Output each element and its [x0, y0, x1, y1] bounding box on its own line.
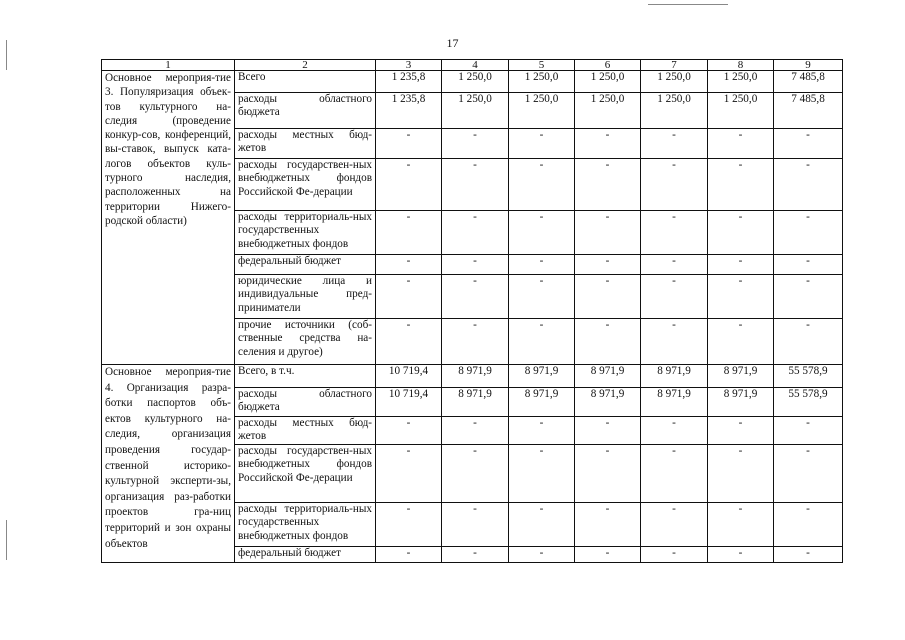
value-cell: 1 250,0: [509, 71, 575, 93]
value-cell: 55 578,9: [774, 388, 843, 417]
value-cell: -: [509, 255, 575, 275]
value-cell: 1 250,0: [708, 93, 774, 129]
value-cell: -: [442, 417, 509, 445]
funding-source: федеральный бюджет: [235, 255, 376, 275]
budget-table: [101, 59, 843, 563]
value-cell: -: [708, 502, 774, 546]
value-cell: -: [708, 319, 774, 365]
scan-mark-left-bottom: [6, 520, 7, 560]
funding-source: расходы государствен-ных внебюджетных фондов Российской Фе-дерации: [235, 159, 376, 211]
activity-description: Основное мероприя-тие 4. Организация разра-ботки паспортов объ-ектов культурного на-следия, организация проведения государ-ственной историко-культурной эксперти-зы, организация раз-работки проектов гра-ниц территорий и зон охраны объектов: [102, 365, 235, 563]
value-cell: -: [442, 255, 509, 275]
value-cell: -: [708, 255, 774, 275]
value-cell: -: [376, 417, 442, 445]
table-row: [102, 365, 843, 388]
value-cell: -: [575, 211, 641, 255]
value-cell: -: [774, 444, 843, 502]
value-cell: -: [708, 546, 774, 562]
value-cell: -: [509, 275, 575, 319]
header-cell: 9: [774, 60, 843, 71]
value-cell: -: [708, 129, 774, 159]
value-cell: -: [575, 275, 641, 319]
funding-source: федеральный бюджет: [235, 546, 376, 562]
value-cell: -: [774, 319, 843, 365]
value-cell: 8 971,9: [708, 388, 774, 417]
value-cell: 55 578,9: [774, 365, 843, 388]
funding-source: расходы местных бюд-жетов: [235, 129, 376, 159]
funding-source: расходы областного бюджета: [235, 93, 376, 129]
value-cell: 1 250,0: [442, 71, 509, 93]
value-cell: 8 971,9: [442, 365, 509, 388]
value-cell: 8 971,9: [442, 388, 509, 417]
value-cell: 1 250,0: [442, 93, 509, 129]
funding-source: Всего: [235, 71, 376, 93]
value-cell: -: [442, 502, 509, 546]
value-cell: -: [774, 211, 843, 255]
value-cell: -: [641, 211, 708, 255]
value-cell: -: [774, 502, 843, 546]
value-cell: 10 719,4: [376, 388, 442, 417]
header-cell: 8: [708, 60, 774, 71]
value-cell: -: [575, 502, 641, 546]
value-cell: -: [376, 129, 442, 159]
value-cell: -: [641, 129, 708, 159]
value-cell: -: [509, 546, 575, 562]
value-cell: -: [774, 255, 843, 275]
value-cell: -: [376, 275, 442, 319]
value-cell: -: [774, 546, 843, 562]
value-cell: -: [575, 255, 641, 275]
header-cell: 6: [575, 60, 641, 71]
value-cell: 8 971,9: [641, 388, 708, 417]
header-cell: 5: [509, 60, 575, 71]
value-cell: 8 971,9: [575, 388, 641, 417]
value-cell: -: [376, 546, 442, 562]
value-cell: -: [442, 444, 509, 502]
value-cell: 1 235,8: [376, 71, 442, 93]
value-cell: -: [575, 417, 641, 445]
value-cell: 8 971,9: [708, 365, 774, 388]
value-cell: -: [641, 319, 708, 365]
value-cell: 1 250,0: [708, 71, 774, 93]
funding-source: расходы областного бюджета: [235, 388, 376, 417]
value-cell: -: [774, 275, 843, 319]
value-cell: 8 971,9: [641, 365, 708, 388]
value-cell: 1 250,0: [509, 93, 575, 129]
value-cell: -: [708, 444, 774, 502]
value-cell: -: [442, 546, 509, 562]
value-cell: -: [509, 129, 575, 159]
value-cell: -: [442, 319, 509, 365]
value-cell: -: [376, 444, 442, 502]
header-cell: 2: [235, 60, 376, 71]
value-cell: -: [774, 417, 843, 445]
funding-source: расходы местных бюд-жетов: [235, 417, 376, 445]
value-cell: -: [442, 211, 509, 255]
value-cell: -: [442, 159, 509, 211]
value-cell: 1 250,0: [641, 71, 708, 93]
value-cell: 7 485,8: [774, 93, 843, 129]
value-cell: -: [708, 211, 774, 255]
value-cell: 7 485,8: [774, 71, 843, 93]
header-cell: 4: [442, 60, 509, 71]
value-cell: -: [509, 159, 575, 211]
value-cell: -: [774, 159, 843, 211]
value-cell: 1 250,0: [641, 93, 708, 129]
header-cell: 1: [102, 60, 235, 71]
table-body: [102, 60, 843, 563]
value-cell: -: [376, 319, 442, 365]
value-cell: 1 250,0: [575, 71, 641, 93]
header-row: [102, 60, 843, 71]
value-cell: -: [442, 129, 509, 159]
activity-description: Основное мероприя-тие 3. Популяризация объек-тов культурного на-следия (проведение конкур-сов, конференций, вы-ставок, выпуск ката-логов объектов куль-турного наследия, расположенных на территории Нижего-родской области): [102, 71, 235, 365]
value-cell: -: [641, 444, 708, 502]
value-cell: 1 235,8: [376, 93, 442, 129]
value-cell: -: [575, 319, 641, 365]
header-cell: 7: [641, 60, 708, 71]
funding-source: юридические лица и индивидуальные пред-приниматели: [235, 275, 376, 319]
value-cell: -: [708, 417, 774, 445]
value-cell: -: [641, 159, 708, 211]
value-cell: 8 971,9: [509, 388, 575, 417]
value-cell: 1 250,0: [575, 93, 641, 129]
value-cell: -: [376, 255, 442, 275]
value-cell: -: [641, 417, 708, 445]
value-cell: -: [641, 546, 708, 562]
value-cell: -: [575, 159, 641, 211]
funding-source: расходы территориаль-ных государственных внебюджетных фондов: [235, 502, 376, 546]
value-cell: 8 971,9: [575, 365, 641, 388]
value-cell: -: [641, 255, 708, 275]
value-cell: -: [575, 546, 641, 562]
value-cell: -: [708, 275, 774, 319]
funding-source: Всего, в т.ч.: [235, 365, 376, 388]
scan-mark-top-right: [648, 4, 728, 5]
value-cell: -: [575, 129, 641, 159]
value-cell: -: [376, 211, 442, 255]
page-number: 17: [446, 36, 459, 50]
value-cell: 8 971,9: [509, 365, 575, 388]
value-cell: -: [509, 417, 575, 445]
funding-source: расходы государствен-ных внебюджетных фондов Российской Фе-дерации: [235, 444, 376, 502]
value-cell: -: [641, 502, 708, 546]
value-cell: -: [509, 319, 575, 365]
value-cell: -: [774, 129, 843, 159]
value-cell: -: [509, 502, 575, 546]
funding-source: расходы территориаль-ных государственных внебюджетных фондов: [235, 211, 376, 255]
value-cell: -: [509, 444, 575, 502]
funding-source: прочие источники (соб-ственные средства на-селения и другое): [235, 319, 376, 365]
value-cell: -: [641, 275, 708, 319]
value-cell: -: [442, 275, 509, 319]
header-cell: 3: [376, 60, 442, 71]
value-cell: 10 719,4: [376, 365, 442, 388]
value-cell: -: [509, 211, 575, 255]
value-cell: -: [708, 159, 774, 211]
value-cell: -: [376, 159, 442, 211]
value-cell: -: [376, 502, 442, 546]
table-row: [102, 71, 843, 93]
value-cell: -: [575, 444, 641, 502]
